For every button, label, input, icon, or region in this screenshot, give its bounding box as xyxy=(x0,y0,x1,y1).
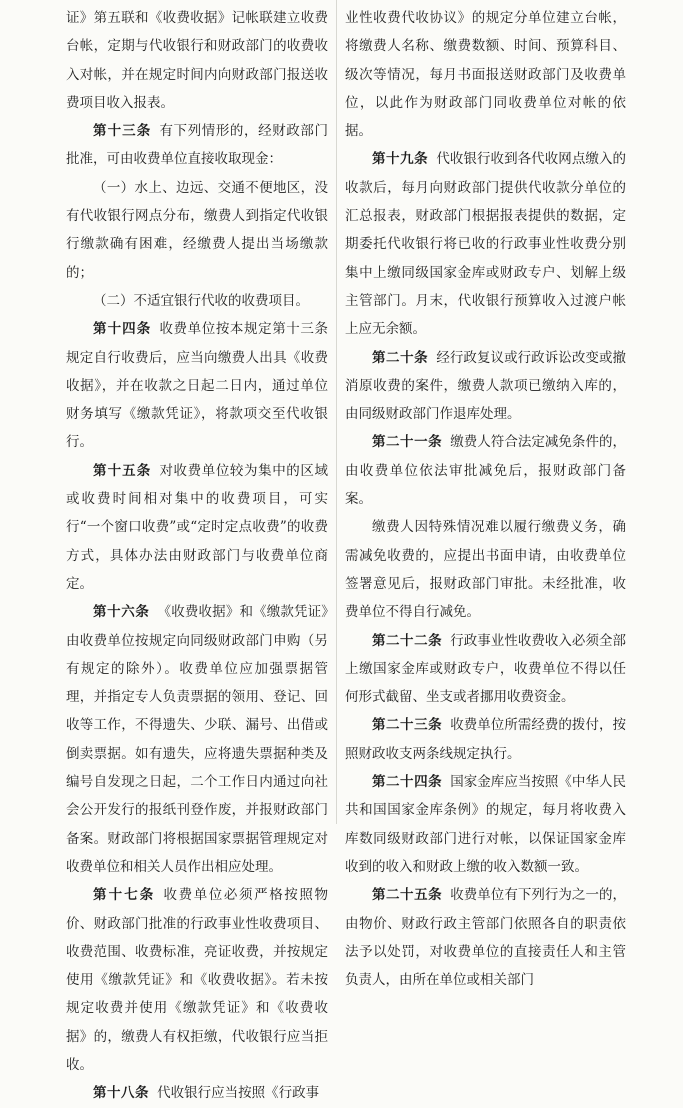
article-number: 第十八条 xyxy=(93,1085,149,1102)
paragraph-text: 经行政复议或行政诉讼改变或撤消原收费的案件，缴费人款项已缴纳入库的，由同级财政部门作退库处理。 xyxy=(345,349,626,423)
paragraph xyxy=(66,1079,328,1107)
article-number: 第十九条 xyxy=(372,151,429,168)
paragraph-text: 收费单位所需经费的拨付，按照财政收支两条线规定执行。 xyxy=(345,717,626,762)
paragraph-text: 代收银行收到各代收网点缴入的收款后，每月向财政部门提供代收款分单位的汇总报表，财政部门根据报表提供的数据，定期委托代收银行将已收的行政事业性收费分别集中上缴同级国家金库或财政专户、划解上级主管部门。月末，代收银行预算收入过渡户帐上应无余额。 xyxy=(345,151,626,338)
article-number: 第十六条 xyxy=(93,604,150,621)
paragraph-text: 行政事业性收费收入必须全部上缴国家金库或财政专户，收费单位不得以任何形式截留、坐支或者挪用收费资金。 xyxy=(345,632,626,706)
left-text-column xyxy=(66,4,328,1108)
article-number: 第二十三条 xyxy=(372,717,443,734)
paragraph-text: 收费单位有下列行为之一的，由物价、财政行政主管部门依照各自的职责依法予以处罚，对收费单位的直接责任人和主管负责人，由所在单位或相关部门 xyxy=(345,887,626,989)
paragraph-text: 缴费人符合法定减免条件的，由收费单位依法审批减免后，报财政部门备案。 xyxy=(345,434,626,508)
paragraph xyxy=(345,627,626,712)
paragraph xyxy=(66,881,328,1079)
paragraph xyxy=(345,513,626,626)
paragraph xyxy=(66,315,328,456)
article-number: 第二十四条 xyxy=(372,774,443,791)
paragraph xyxy=(66,598,328,881)
article-number: 第二十条 xyxy=(372,349,429,366)
paragraph xyxy=(345,344,626,429)
paragraph xyxy=(345,4,626,145)
article-number: 第二十五条 xyxy=(372,887,443,904)
article-number: 第十四条 xyxy=(93,321,152,338)
paragraph-text: 收费单位必须严格按照物价、财政部门批准的行政事业性收费项目、收费范围、收费标准，亮证收费，并按规定使用《缴款凭证》和《收费收据》。若未按规定收费并使用《缴款凭证》和《收费收据》的，缴费人有权拒缴，代收银行应当拒收。 xyxy=(66,887,328,1073)
article-number: 第二十一条 xyxy=(372,434,443,451)
paragraph xyxy=(345,145,626,343)
column-gutter xyxy=(336,0,337,824)
paragraph-text: 对收费单位较为集中的区域或收费时间相对集中的收费项目，可实行“一个窗口收费”或“定时定点收费”的收费方式，具体办法由财政部门与收费单位商定。 xyxy=(66,462,328,592)
paragraph-text: 缴费人因特殊情况难以履行缴费义务，确需减免收费的，应提出书面申请，由收费单位签署意见后，报财政部门审批。未经批准，收费单位不得自行减免。 xyxy=(345,519,626,621)
paragraph xyxy=(345,711,626,768)
paragraph-text: 国家金库应当按照《中华人民共和国国家金库条例》的规定，每月将收费入库数同级财政部门进行对帐，以保证国家金库收到的收入和财政上缴的收入数额一致。 xyxy=(345,774,626,875)
article-number: 第十五条 xyxy=(93,462,152,479)
right-text-column xyxy=(345,4,626,994)
paragraph xyxy=(66,174,328,287)
paragraph xyxy=(66,287,328,315)
paragraph-text: 有下列情形的，经财政部门批准，可由收费单位直接收取现金： xyxy=(66,123,328,168)
paragraph xyxy=(66,117,328,174)
paragraph xyxy=(345,768,626,881)
paragraph xyxy=(66,457,328,598)
paragraph-text: 业性收费代收协议》的规定分单位建立台帐，将缴费人名称、缴费数额、时间、预算科目、级次等情况，每月书面报送财政部门及收费单位，以此作为财政部门同收费单位对帐的依据。 xyxy=(345,10,626,140)
paragraph xyxy=(345,428,626,513)
paragraph-text: （二）不适宜银行代收的收费项目。 xyxy=(93,292,309,309)
article-number: 第十七条 xyxy=(93,887,156,904)
article-number: 第二十二条 xyxy=(372,632,443,649)
paragraph xyxy=(345,881,626,994)
paragraph-text: （一）水上、边远、交通不便地区，没有代收银行网点分布，缴费人到指定代收银行缴款确有困难，经缴费人提出当场缴款的； xyxy=(66,179,328,281)
paragraph-text: 代收银行应当按照《行政事 xyxy=(157,1085,320,1102)
paragraph-text: 证》第五联和《收费收据》记帐联建立收费台帐，定期与代收银行和财政部门的收费收入对帐，并在规定时间内向财政部门报送收费项目收入报表。 xyxy=(66,10,328,111)
paragraph-text: 《收费收据》和《缴款凭证》由收费单位按规定向同级财政部门申购（另有规定的除外）。收费单位应加强票据管理，并指定专人负责票据的领用、登记、回收等工作，不得遗失、少联、漏号、出借或倒卖票据。如有遗失，应将遗失票据种类及编号自发现之日起，二个工作日内通过向社会公开发行的报纸刊登作废，并报财政部门备案。财政部门将根据国家票据管理规定对收费单位和相关人员作出相应处理。 xyxy=(66,604,328,875)
article-number: 第十三条 xyxy=(93,123,152,140)
paragraph-text: 收费单位按本规定第十三条规定自行收费后，应当向缴费人出具《收费收据》，并在收款之日起二日内，通过单位财务填写《缴款凭证》，将款项交至代收银行。 xyxy=(66,321,328,451)
paragraph xyxy=(66,4,328,117)
